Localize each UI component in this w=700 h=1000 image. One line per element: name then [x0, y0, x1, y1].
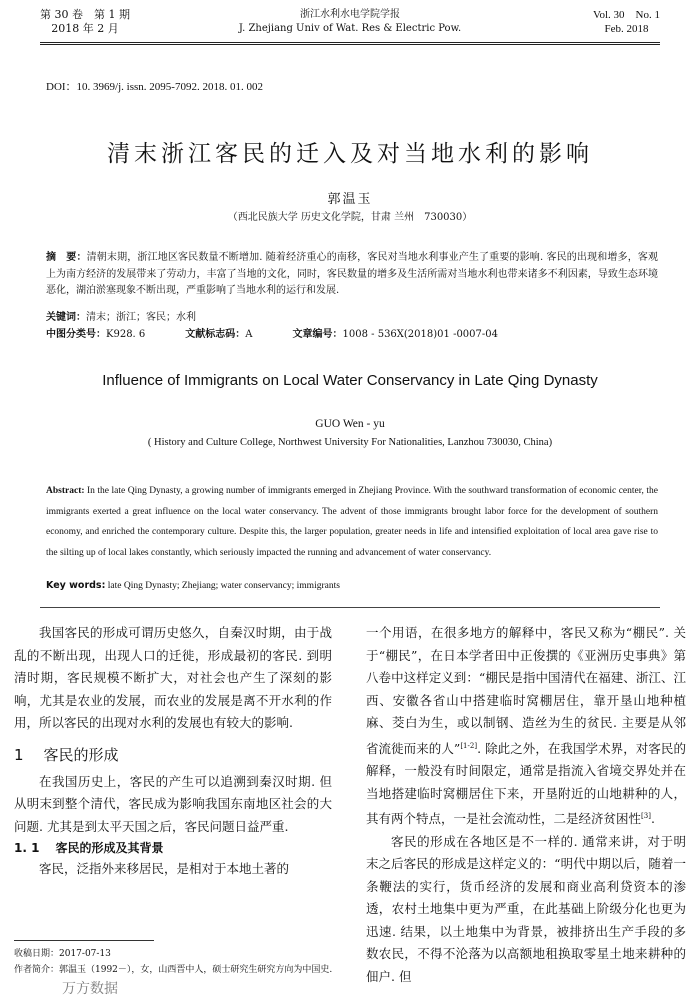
subsection-1-1-paragraph: 客民，泛指外来移居民，是相对于本地土著的	[39, 861, 290, 876]
received-date: 收稿日期：2017-07-13	[14, 949, 111, 959]
doi[interactable]: DOI：10. 3969/j. issn. 2095-7092. 2018. 01. 002	[46, 81, 263, 93]
citation-3[interactable]: [3]	[641, 812, 651, 821]
author-bio: 作者简介：郭温玉（1992－），女，山西晋中人，硕士研究生研究方向为中国史.	[14, 965, 333, 975]
clc-value: K928. 6	[106, 329, 146, 340]
continued-text-a: 一个用语，在很多地方的解释中，客民又称为“棚民”. 关于“棚民”，在日本学者田中正俊撰的《亚洲历史事典》第八卷中这样定义到：“棚民是指中国清代在福建、浙江、江西、安徽各省山中搭建临时窝棚居住，靠开垦山地种植麻、茭白为生，或以制钢、造丝为生的贫民. 主要是从邻省流徙而来的人”	[366, 625, 686, 756]
section-heading-1	[14, 743, 332, 767]
footnotes	[14, 946, 334, 978]
continued-paragraph	[366, 622, 686, 831]
abstract-en	[46, 481, 658, 563]
abstract-cn-text: 清朝末期，浙江地区客民数量不断增加. 随着经济重心的南移，客民对当地水利事业产生了重要的影响. 客民的出现和增多，客观上为南方经济的发展带来了劳动力，丰富了当地的文化，同时，客民数量的增多及生活所需对当地水利也带来诸多不利因素，导致生态环境恶化，湖泊淤塞现象不断出现，严重影响了当地水利的运行和发展.	[46, 252, 659, 296]
continued-text-b: . 除此之外，在我国学术界，对客民的解释，一般没有时间限定，通常是指流入省境交界处并在当地搭建临时窝棚居住下来，开垦附近的山地耕种的人，其有两个特点，一是社会流动性，二是经济贫困性	[366, 740, 686, 827]
keywords-cn	[46, 308, 196, 323]
classification-line	[46, 325, 658, 340]
abstract-cn-label: 摘 要：	[46, 252, 87, 263]
keywords-cn-label: 关键词：	[46, 312, 86, 323]
abstract-separator	[40, 607, 660, 608]
keywords-en-label: Key words:	[46, 580, 106, 591]
subsection-title: 客民的形成及其背景	[55, 841, 164, 855]
journal-volume-en	[593, 8, 660, 36]
journal-name	[200, 8, 500, 36]
abstract-en-text: In the late Qing Dynasty, a growing number of immigrants emerged in Zhejiang Province. With the southward transformation of economic center, the immigrants exerted a great influence on the local water conservancy. The advent of those immigrants brought labor force for the development of southern economy, and enriched the contemporary culture. Despite this, the larger population, greater needs in life and intensified exploitation of local area gave rise to the silting up of local lakes constantly, which seriously impacted the running and advancement of water conservancy.	[46, 486, 659, 558]
body-column-right	[366, 622, 686, 988]
section-title: 客民的形成	[43, 745, 119, 764]
author-cn: 郭温玉	[327, 192, 373, 207]
abstract-en-label: Abstract:	[46, 486, 85, 496]
keywords-cn-text: 清末；浙江；客民；水利	[86, 312, 196, 323]
header-rule-double	[40, 44, 660, 45]
formation-paragraph: 客民的形成在各地区是不一样的. 通常来讲，对于明末之后客民的形成是这样定义的：“明代中期以后，随着一条鞭法的实行，货币经济的发展和商业高利贷资本的渗透，农村土地集中更为严重，在此基础上阶级分化也更为迅速. 结果，以土地集中为背景，被排挤出生产手段的多数农民，不得不沦落为以高额地租换取零星土地来耕种的佃户. 但	[366, 833, 686, 984]
header-rule	[40, 42, 660, 43]
subsection-heading-1-1	[14, 838, 332, 858]
section-1-paragraph: 在我国历史上，客民的产生可以追溯到秦汉时期. 但从明末到整个清代，客民成为影响我国东南地区社会的大问题. 尤其是到太平天国之后，客民问题日益严重.	[14, 773, 332, 834]
citation-1-2[interactable]: [1-2]	[460, 741, 478, 750]
subsection-number: 1. 1	[14, 841, 40, 855]
body-column-left	[14, 622, 332, 881]
doc-label: 文献标志码：	[185, 329, 246, 340]
author-en: GUO Wen - yu	[315, 418, 385, 430]
affiliation-en: ( History and Culture College, Northwest University For Nationalities, Lanzhou 730030, China)	[147, 437, 553, 448]
article-value: 1008 - 536X(2018)01 -0007-04	[342, 329, 498, 340]
journal-name-en: J. Zhejiang Univ of Wat. Res & Electric Pow.	[238, 23, 462, 34]
continued-text-c: .	[650, 811, 655, 827]
clc-label: 中图分类号：	[46, 329, 106, 340]
abstract-cn	[46, 250, 658, 300]
keywords-en-text: late Qing Dynasty; Zhejiang; water conservancy; immigrants	[107, 581, 340, 591]
document-code	[185, 325, 252, 340]
volume-issue: 第 30 卷 第 1 期	[40, 8, 130, 21]
intro-paragraph: 我国客民的形成可谓历史悠久，自秦汉时期，由于战乱的不断出现，出现人口的迁徙，形成最初的客民. 到明清时期，客民规模不断扩大，对社会也产生了深刻的影响，尤其是农业的发展，而农业的发展是离不开水利的作用，所以客民的出现对水利的发展也有较大的影响.	[14, 625, 332, 730]
footnote-rule	[14, 940, 154, 941]
keywords-en	[46, 580, 340, 591]
issue-date: 2018 年 2 月	[51, 22, 119, 35]
watermark: 万方数据	[62, 981, 118, 997]
section-number: 1	[14, 745, 24, 764]
date-en: Feb. 2018	[604, 23, 649, 35]
doc-value: A	[245, 329, 253, 340]
article-title-cn: 清末浙江客民的迁入及对当地水利的影响	[107, 141, 593, 167]
article-title-en: Influence of Immigrants on Local Water Conservancy in Late Qing Dynasty	[102, 372, 598, 389]
clc-number	[46, 325, 145, 340]
journal-name-cn: 浙江水利水电学院学报	[300, 9, 400, 20]
volume-en: Vol. 30 No. 1	[592, 9, 660, 21]
article-label: 文章编号：	[292, 329, 343, 340]
affiliation-cn: （西北民族大学 历史文化学院，甘肃 兰州 730030）	[227, 212, 473, 223]
journal-volume-issue	[40, 8, 130, 36]
article-number	[293, 325, 498, 340]
